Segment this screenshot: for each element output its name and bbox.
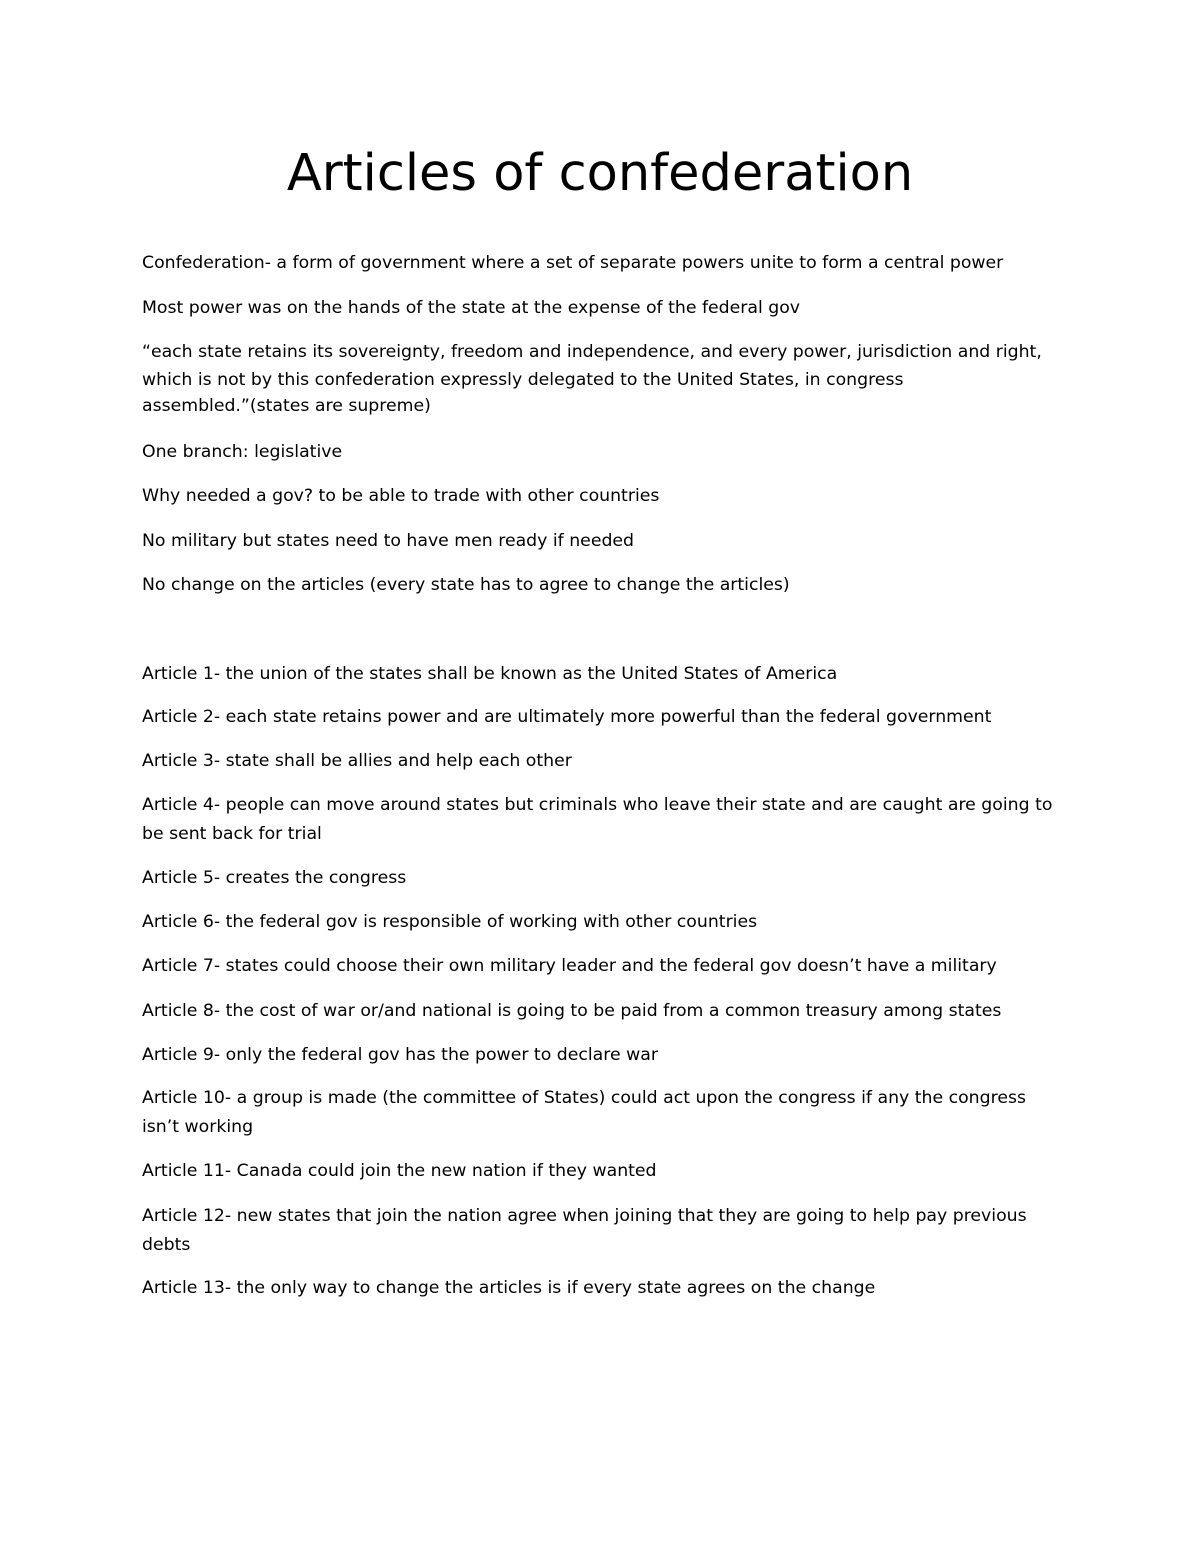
intro-paragraph-why-gov: [142, 482, 1067, 511]
article-paragraph-12: [142, 1202, 1067, 1260]
paragraph-line: be sent back for trial: [142, 824, 322, 844]
paragraph-line: Article 1- the union of the states shall be known as the United States of America: [142, 664, 838, 684]
paragraph-line: Article 9- only the federal gov has the power to declare war: [142, 1045, 658, 1065]
article-paragraph-7: [142, 952, 1067, 981]
paragraph-line: Article 5- creates the congress: [142, 868, 407, 888]
intro-paragraph-definition: [142, 249, 1067, 278]
article-paragraph-3: [142, 747, 1067, 776]
intro-paragraph-military: [142, 527, 1067, 556]
paragraph-line: Article 10- a group is made (the committee of States) could act upon the congress if any the congress: [142, 1088, 1026, 1108]
article-paragraph-8: [142, 997, 1067, 1026]
paragraph-line: Article 12- new states that join the nation agree when joining that they are going to help pay previous: [142, 1206, 1027, 1226]
paragraph-line: Most power was on the hands of the state at the expense of the federal gov: [142, 298, 801, 318]
paragraph-line: debts: [142, 1235, 191, 1255]
paragraph-line: isn’t working: [142, 1117, 254, 1137]
article-paragraph-9: [142, 1041, 1067, 1070]
paragraph-line: Article 2- each state retains power and are ultimately more powerful than the federal government: [142, 707, 992, 727]
paragraph-line: Article 3- state shall be allies and help each other: [142, 751, 572, 771]
paragraph-line: Article 6- the federal gov is responsible of working with other countries: [142, 912, 758, 932]
article-paragraph-2: [142, 703, 1067, 732]
paragraph-line: Article 8- the cost of war or/and national is going to be paid from a common treasury among states: [142, 1001, 1002, 1021]
paragraph-line: Article 7- states could choose their own military leader and the federal gov doesn’t have a military: [142, 956, 997, 976]
intro-paragraph-branch: [142, 438, 1067, 467]
paragraph-line: Article 13- the only way to change the articles is if every state agrees on the change: [142, 1278, 876, 1298]
article-paragraph-1: [142, 660, 1067, 689]
article-paragraph-10: [142, 1084, 1067, 1142]
paragraph-line: One branch: legislative: [142, 442, 343, 462]
article-paragraph-6: [142, 908, 1067, 937]
paragraph-line: No military but states need to have men ready if needed: [142, 531, 635, 551]
paragraph-line: which is not by this confederation expressly delegated to the United States, in congress: [142, 370, 904, 390]
paragraph-line: Article 4- people can move around states but criminals who leave their state and are caught are going to: [142, 795, 1053, 815]
article-paragraph-5: [142, 864, 1067, 893]
paragraph-line: No change on the articles (every state has to agree to change the articles): [142, 575, 790, 595]
intro-paragraph-change: [142, 571, 1067, 600]
article-paragraph-11: [142, 1157, 1067, 1186]
article-paragraph-13: [142, 1274, 1067, 1303]
article-paragraph-4: [142, 791, 1067, 849]
paragraph-line: Confederation- a form of government where a set of separate powers unite to form a central power: [142, 253, 1004, 273]
paragraph-line: Article 11- Canada could join the new nation if they wanted: [142, 1161, 657, 1181]
intro-paragraph-quote: [142, 338, 1067, 421]
paragraph-line: “each state retains its sovereignty, freedom and independence, and every power, jurisdiction and right,: [142, 342, 1042, 362]
document-title: Articles of confederation: [286, 144, 914, 203]
paragraph-line: Why needed a gov? to be able to trade with other countries: [142, 486, 660, 506]
paragraph-line: assembled.”(states are supreme): [142, 396, 431, 416]
intro-paragraph-power: [142, 294, 1067, 323]
